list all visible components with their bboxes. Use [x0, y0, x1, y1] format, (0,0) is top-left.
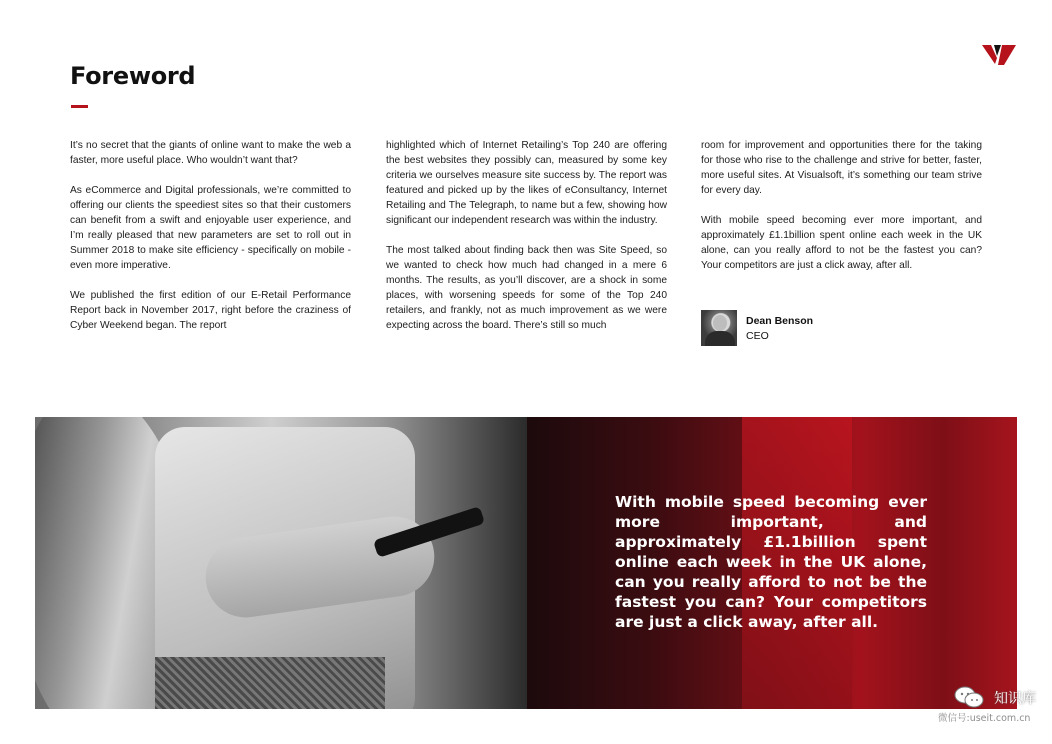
paragraph: room for improvement and opportunities there for the taking for those who rise to the challenge and strive for better, faster, more useful sites. At Visualsoft, it’s something our team strive for every day. — [701, 140, 982, 196]
banner-quote: With mobile speed becoming ever more important, and approximately £1.1billion spent online each week in the UK alone, can you really afford to not be the fastest you can? Your competitors are just a click away, after all. — [615, 493, 927, 631]
title-underline — [71, 105, 88, 108]
brand-logo-icon — [982, 44, 1016, 66]
avatar — [701, 310, 737, 346]
signature-block — [701, 310, 961, 346]
watermark-name: 知识库 — [994, 691, 1036, 707]
banner-photo — [35, 417, 527, 709]
paragraph: The most talked about finding back then was Site Speed, so we wanted to check how much had changed in a mere 6 months. The results, as you’ll discover, are a shock in some places, with worsening speeds for some of the Top 240 retailers, and frankly, not as much improvement as we were expecting across the board. There’s still so much — [386, 245, 667, 331]
paragraph: As eCommerce and Digital professionals, we’re committed to offering our clients the speediest sites so that their customers can benefit from a swift and enjoyable user experience, and I’m really pleased that new parameters are set to roll out in Summer 2018 to make site efficiency - specifically on mobile - even more imperative. — [70, 185, 351, 271]
paragraph: It’s no secret that the giants of online want to make the web a faster, more useful place. Who wouldn’t want that? — [70, 140, 351, 166]
watermark — [936, 686, 1048, 726]
text-column-3 — [701, 138, 982, 288]
paragraph: With mobile speed becoming ever more important, and approximately £1.1billion spent online each week in the UK alone, can you really afford to not be the fastest you can? Your competitors are just a click away, after all. — [701, 215, 982, 271]
feature-banner — [35, 417, 1017, 709]
text-column-2 — [386, 138, 667, 348]
wechat-icon — [954, 686, 984, 708]
text-column-1 — [70, 138, 351, 348]
paragraph: We published the first edition of our E-Retail Performance Report back in November 2017, right before the craziness of Cyber Weekend began. The report — [70, 290, 351, 331]
paragraph: highlighted which of Internet Retailing’s Top 240 are offering the best websites they possibly can, measured by some key criteria we ourselves measure site success by. The report was featured and picked up by the likes of eConsultancy, Internet Retailing and The Telegraph, to name but a few, showing how significant our independent research was within the industry. — [386, 140, 667, 226]
page-title: Foreword — [70, 62, 196, 90]
signature-role: CEO — [746, 330, 769, 342]
signature-name: Dean Benson — [746, 315, 814, 327]
watermark-subtitle: 微信号:useit.com.cn — [938, 713, 1031, 724]
